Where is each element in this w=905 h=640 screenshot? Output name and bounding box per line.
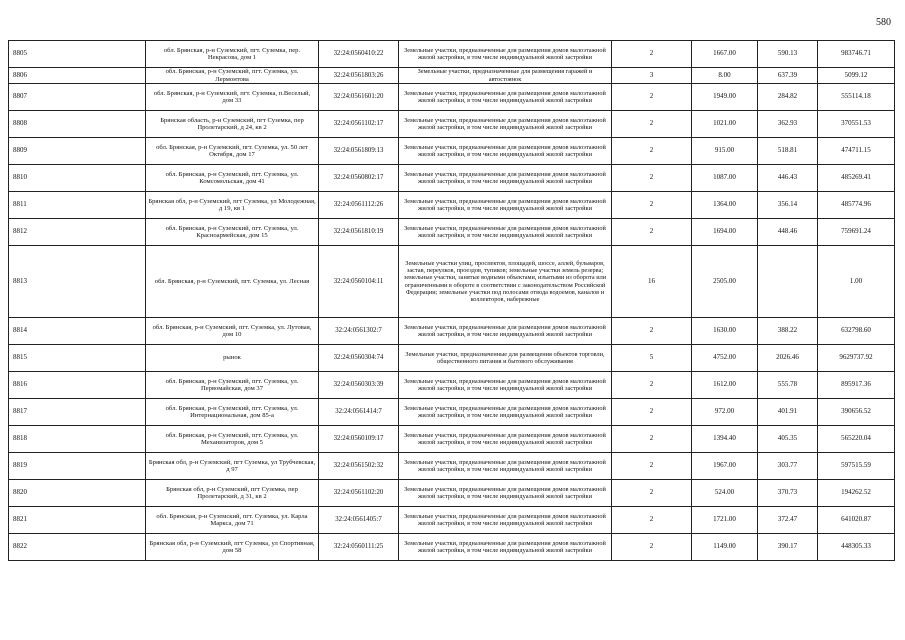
specific-value-cell: 2026.46 (758, 345, 818, 372)
area-cell: 2505.00 (692, 246, 758, 318)
table-row (9, 219, 895, 246)
cadastral-value-cell: 1.00 (818, 246, 895, 318)
cadastral-number-cell: 32:24:0561302:7 (319, 318, 399, 345)
cadastral-number-cell: 32:24:0560109:17 (319, 426, 399, 453)
cadastral-number-cell: 32:24:0561810:19 (319, 219, 399, 246)
specific-value-cell (758, 246, 818, 318)
area-cell: 1721.00 (692, 507, 758, 534)
group-code-cell: 2 (612, 138, 692, 165)
area-cell: 915.00 (692, 138, 758, 165)
specific-value-cell: 390.17 (758, 534, 818, 561)
specific-value-cell: 590.13 (758, 41, 818, 68)
group-code-cell: 2 (612, 41, 692, 68)
row-number: 8807 (9, 84, 146, 111)
area-cell: 1612.00 (692, 372, 758, 399)
row-number: 8820 (9, 480, 146, 507)
row-number: 8821 (9, 507, 146, 534)
address-cell: обл. Брянская, р-н Суземский, пгт. Суземка, ул. Механизаторов, дом 5 (146, 426, 319, 453)
group-code-cell: 2 (612, 165, 692, 192)
area-cell: 1694.00 (692, 219, 758, 246)
address-cell: Брянская обл, р-н Суземский, пгт Суземка, ул Спортивная, дом 58 (146, 534, 319, 561)
address-cell: обл. Брянская, р-н Суземский, пгт. Суземка, ул. Лутовая, дом 10 (146, 318, 319, 345)
address-cell: обл. Брянская, р-н Суземский, пгт. Суземка, ул. Карла Маркса, дом 71 (146, 507, 319, 534)
address-cell: обл. Брянская, р-н Суземский, пгт. Суземка, ул. Комсомольская, дом 41 (146, 165, 319, 192)
cadastral-number-cell: 32:24:0561414:7 (319, 399, 399, 426)
area-cell: 1967.00 (692, 453, 758, 480)
table-row (9, 318, 895, 345)
table-row (9, 507, 895, 534)
cadastral-value-cell: 555114.18 (818, 84, 895, 111)
row-number: 8808 (9, 111, 146, 138)
cadastral-number-cell: 32:24:0561601:20 (319, 84, 399, 111)
table-row (9, 111, 895, 138)
row-number: 8811 (9, 192, 146, 219)
land-use-cell: Земельные участки, предназначенные для размещения домов малоэтажной жилой застройки, в том числе индивидуальной жилой застройки (399, 534, 612, 561)
table-row (9, 480, 895, 507)
row-number: 8813 (9, 246, 146, 318)
land-use-cell: Земельные участки, предназначенные для размещения домов малоэтажной жилой застройки, в том числе индивидуальной жилой застройки (399, 507, 612, 534)
row-number: 8818 (9, 426, 146, 453)
row-number: 8806 (9, 68, 146, 84)
cadastral-number-cell: 32:24:0560410:22 (319, 41, 399, 68)
specific-value-cell: 388.22 (758, 318, 818, 345)
table-row (9, 246, 895, 318)
table-row (9, 138, 895, 165)
cadastral-value-cell: 9629737.92 (818, 345, 895, 372)
specific-value-cell: 518.81 (758, 138, 818, 165)
land-use-cell: Земельные участки, предназначенные для размещения домов малоэтажной жилой застройки, в том числе индивидуальной жилой застройки (399, 480, 612, 507)
specific-value-cell: 356.14 (758, 192, 818, 219)
cadastral-value-cell: 485269.41 (818, 165, 895, 192)
land-use-cell: Земельные участки, предназначенные для размещения домов малоэтажной жилой застройки, в том числе индивидуальной жилой застройки (399, 426, 612, 453)
group-code-cell: 2 (612, 372, 692, 399)
specific-value-cell: 303.77 (758, 453, 818, 480)
area-cell: 1630.00 (692, 318, 758, 345)
address-cell: обл. Брянская, р-н Суземский, пгт. Суземка, п.Веселый, дом 33 (146, 84, 319, 111)
address-cell: обл. Брянская, р-н Суземский, пгт. Суземка, ул. 50 лет Октября, дом 17 (146, 138, 319, 165)
cadastral-value-cell: 370551.53 (818, 111, 895, 138)
row-number: 8805 (9, 41, 146, 68)
land-use-cell: Земельные участки, предназначенные для размещения объектов торговли, общественного питания и бытового обслуживания (399, 345, 612, 372)
address-cell: обл. Брянская, р-н Суземский, пгт. Суземка, ул. Первомайская, дом 37 (146, 372, 319, 399)
group-code-cell: 3 (612, 68, 692, 84)
row-number: 8814 (9, 318, 146, 345)
cadastral-number-cell: 32:24:0561405:7 (319, 507, 399, 534)
group-code-cell: 2 (612, 318, 692, 345)
cadastral-number-cell: 32:24:0560303:39 (319, 372, 399, 399)
table-row (9, 192, 895, 219)
cadastral-number-cell: 32:24:0560104:11 (319, 246, 399, 318)
specific-value-cell: 362.93 (758, 111, 818, 138)
table-row (9, 426, 895, 453)
address-cell: обл. Брянская, р-н Суземский, пгт. Суземка, ул. Красноармейская, дом 15 (146, 219, 319, 246)
table-row (9, 68, 895, 84)
cadastral-value-cell: 597515.59 (818, 453, 895, 480)
cadastral-number-cell: 32:24:0561502:32 (319, 453, 399, 480)
land-use-cell: Земельные участки, предназначенные для размещения домов малоэтажной жилой застройки, в том числе индивидуальной жилой застройки (399, 318, 612, 345)
table-row (9, 165, 895, 192)
area-cell: 524.00 (692, 480, 758, 507)
land-use-cell: Земельные участки, предназначенные для размещения домов малоэтажной жилой застройки, в том числе индивидуальной жилой застройки (399, 399, 612, 426)
group-code-cell: 2 (612, 453, 692, 480)
group-code-cell: 2 (612, 84, 692, 111)
cadastral-value-cell: 565220.04 (818, 426, 895, 453)
cadastral-value-cell: 448305.33 (818, 534, 895, 561)
group-code-cell: 5 (612, 345, 692, 372)
row-number: 8816 (9, 372, 146, 399)
specific-value-cell: 555.78 (758, 372, 818, 399)
row-number: 8822 (9, 534, 146, 561)
land-use-cell: Земельные участки улиц, проспектов, площадей, шоссе, аллей, бульваров, застав, переулков, проездов, тупиков; земельные участки земель резерва; земельные участки, занятые водными объектами, изъятыми из оборота или ограниченными в обороте в соответствии с законодательством Российской Федерации; земельные участки под полосами отвода водоемов, каналов и коллекторов, набережные (399, 246, 612, 318)
specific-value-cell: 370.73 (758, 480, 818, 507)
cadastral-number-cell: 32:24:0560304:74 (319, 345, 399, 372)
group-code-cell: 2 (612, 507, 692, 534)
address-cell: рынок (146, 345, 319, 372)
land-use-cell: Земельные участки, предназначенные для размещения домов малоэтажной жилой застройки, в том числе индивидуальной жилой застройки (399, 41, 612, 68)
land-use-cell: Земельные участки, предназначенные для размещения домов малоэтажной жилой застройки, в том числе индивидуальной жилой застройки (399, 192, 612, 219)
cadastral-value-cell: 641020.87 (818, 507, 895, 534)
address-cell: Брянская обл, р-н Суземский, пгт Суземка, пер Пролетарский, д 31, кв 2 (146, 480, 319, 507)
row-number: 8812 (9, 219, 146, 246)
specific-value-cell: 637.39 (758, 68, 818, 84)
group-code-cell: 2 (612, 480, 692, 507)
row-number: 8817 (9, 399, 146, 426)
table-row (9, 41, 895, 68)
cadastral-number-cell: 32:24:0560802:17 (319, 165, 399, 192)
specific-value-cell: 405.35 (758, 426, 818, 453)
specific-value-cell: 284.82 (758, 84, 818, 111)
specific-value-cell: 446.43 (758, 165, 818, 192)
land-use-cell: Земельные участки, предназначенные для размещения домов малоэтажной жилой застройки, в том числе индивидуальной жилой застройки (399, 111, 612, 138)
table-row (9, 345, 895, 372)
group-code-cell: 2 (612, 219, 692, 246)
cadastral-value-cell: 895917.36 (818, 372, 895, 399)
group-code-cell: 2 (612, 192, 692, 219)
address-cell: обл. Брянская, р-н Суземский, пгт. Суземка, ул. Интернациональная, дом 85-а (146, 399, 319, 426)
cadastral-number-cell: 32:24:0560111:25 (319, 534, 399, 561)
cadastral-number-cell: 32:24:0561102:20 (319, 480, 399, 507)
land-use-cell: Земельные участки, предназначенные для размещения домов малоэтажной жилой застройки, в том числе индивидуальной жилой застройки (399, 372, 612, 399)
area-cell: 8.00 (692, 68, 758, 84)
land-use-cell: Земельные участки, предназначенные для размещения гаражей и автостоянок (399, 68, 612, 84)
specific-value-cell: 448.46 (758, 219, 818, 246)
table-row (9, 84, 895, 111)
cadastral-value-cell: 474711.15 (818, 138, 895, 165)
cadastral-value-cell: 983746.71 (818, 41, 895, 68)
cadastral-number-cell: 32:24:0561803:26 (319, 68, 399, 84)
area-cell: 972.00 (692, 399, 758, 426)
land-use-cell: Земельные участки, предназначенные для размещения домов малоэтажной жилой застройки, в том числе индивидуальной жилой застройки (399, 84, 612, 111)
specific-value-cell: 372.47 (758, 507, 818, 534)
area-cell: 1667.00 (692, 41, 758, 68)
group-code-cell: 2 (612, 399, 692, 426)
area-cell: 1021.00 (692, 111, 758, 138)
group-code-cell: 2 (612, 534, 692, 561)
row-number: 8810 (9, 165, 146, 192)
cadastral-value-cell: 194262.52 (818, 480, 895, 507)
area-cell: 1149.00 (692, 534, 758, 561)
row-number: 8815 (9, 345, 146, 372)
address-cell: обл. Брянская, р-н Суземский, пгт. Суземка, ул. Лесная (146, 246, 319, 318)
cadastral-number-cell: 32:24:0561102:17 (319, 111, 399, 138)
cadastral-value-cell: 5099.12 (818, 68, 895, 84)
table-row (9, 372, 895, 399)
address-cell: обл. Брянская, р-н Суземский, пгт. Суземка, пер. Некрасова, дом 1 (146, 41, 319, 68)
cadastral-number-cell: 32:24:0561809:13 (319, 138, 399, 165)
address-cell: Брянская область, р-н Суземский, пгт Суземка, пер Пролетарский, д 24, кв 2 (146, 111, 319, 138)
area-cell: 1949.00 (692, 84, 758, 111)
cadastral-value-cell: 390656.52 (818, 399, 895, 426)
area-cell: 1364.00 (692, 192, 758, 219)
land-use-cell: Земельные участки, предназначенные для размещения домов малоэтажной жилой застройки, в том числе индивидуальной жилой застройки (399, 165, 612, 192)
area-cell: 4752.00 (692, 345, 758, 372)
table-row (9, 399, 895, 426)
cadastral-value-cell: 485774.96 (818, 192, 895, 219)
specific-value-cell: 401.91 (758, 399, 818, 426)
cadastral-value-table (8, 40, 895, 561)
cadastral-number-cell: 32:24:0561112:26 (319, 192, 399, 219)
group-code-cell: 2 (612, 426, 692, 453)
address-cell: Брянская обл, р-н Суземский, пгт Суземка, ул Молодежная, д 19, кв 1 (146, 192, 319, 219)
land-use-cell: Земельные участки, предназначенные для размещения домов малоэтажной жилой застройки, в том числе индивидуальной жилой застройки (399, 453, 612, 480)
cadastral-value-cell: 632798.60 (818, 318, 895, 345)
row-number: 8809 (9, 138, 146, 165)
area-cell: 1087.00 (692, 165, 758, 192)
table-row (9, 453, 895, 480)
address-cell: обл. Брянская, р-н Суземский, пгт. Суземка, ул. Лермонтова (146, 68, 319, 84)
group-code-cell: 16 (612, 246, 692, 318)
land-use-cell: Земельные участки, предназначенные для размещения домов малоэтажной жилой застройки, в том числе индивидуальной жилой застройки (399, 219, 612, 246)
land-use-cell: Земельные участки, предназначенные для размещения домов малоэтажной жилой застройки, в том числе индивидуальной жилой застройки (399, 138, 612, 165)
table-row (9, 534, 895, 561)
row-number: 8819 (9, 453, 146, 480)
cadastral-value-cell: 759691.24 (818, 219, 895, 246)
group-code-cell: 2 (612, 111, 692, 138)
address-cell: Брянская обл, р-н Суземский, пгт Суземка, ул Трубчевская, д 97 (146, 453, 319, 480)
area-cell: 1394.40 (692, 426, 758, 453)
page-number: 580 (876, 17, 891, 28)
